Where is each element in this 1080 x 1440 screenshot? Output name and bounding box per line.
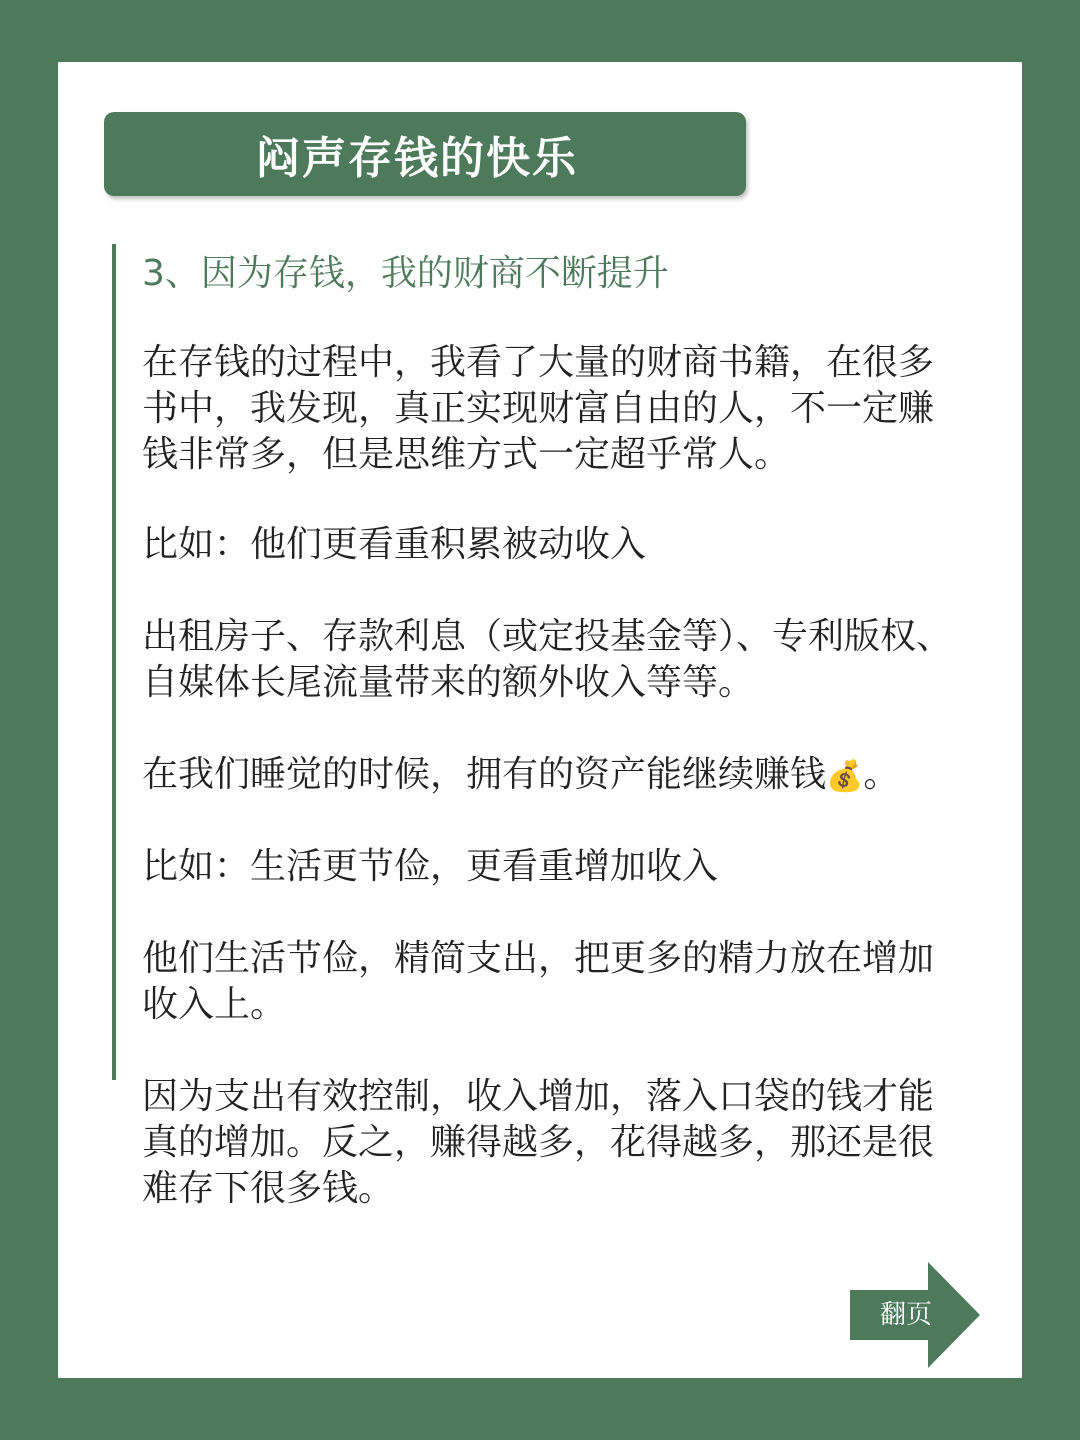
money-bag-icon: 💰 [826, 759, 864, 794]
page-title: 闷声存钱的快乐 [256, 133, 578, 184]
paragraph-2: 比如：他们更看重积累被动收入 [142, 524, 647, 565]
paragraph-4-text: 在我们睡觉的时候，拥有的资产能继续赚钱 [142, 754, 827, 795]
section-accent-bar [112, 244, 116, 1080]
paragraph-5: 比如：生活更节俭，更看重增加收入 [142, 846, 719, 887]
paragraph-4 [142, 752, 952, 798]
next-page-label: 翻页 [879, 1300, 932, 1330]
paragraph-4-end: 。 [863, 754, 900, 795]
paragraph-3: 出租房子、存款利息（或定投基金等）、专利版权、自媒体长尾流量带来的额外收入等等。 [142, 616, 953, 703]
section-heading: 3、因为存钱，我的财商不断提升 [142, 253, 669, 294]
paragraph-6: 他们生活节俭，精简支出，把更多的精力放在增加收入上。 [142, 938, 935, 1025]
paragraph-1: 在存钱的过程中，我看了大量的财商书籍，在很多书中，我发现，真正实现财富自由的人，不一定赚钱非常多，但是思维方式一定超乎常人。 [142, 342, 935, 475]
paragraph-7: 因为支出有效控制，收入增加，落入口袋的钱才能真的增加。反之，赚得越多，花得越多，那还是很难存下很多钱。 [142, 1076, 935, 1209]
next-page-button[interactable] [850, 1262, 980, 1368]
title-banner [104, 112, 746, 196]
